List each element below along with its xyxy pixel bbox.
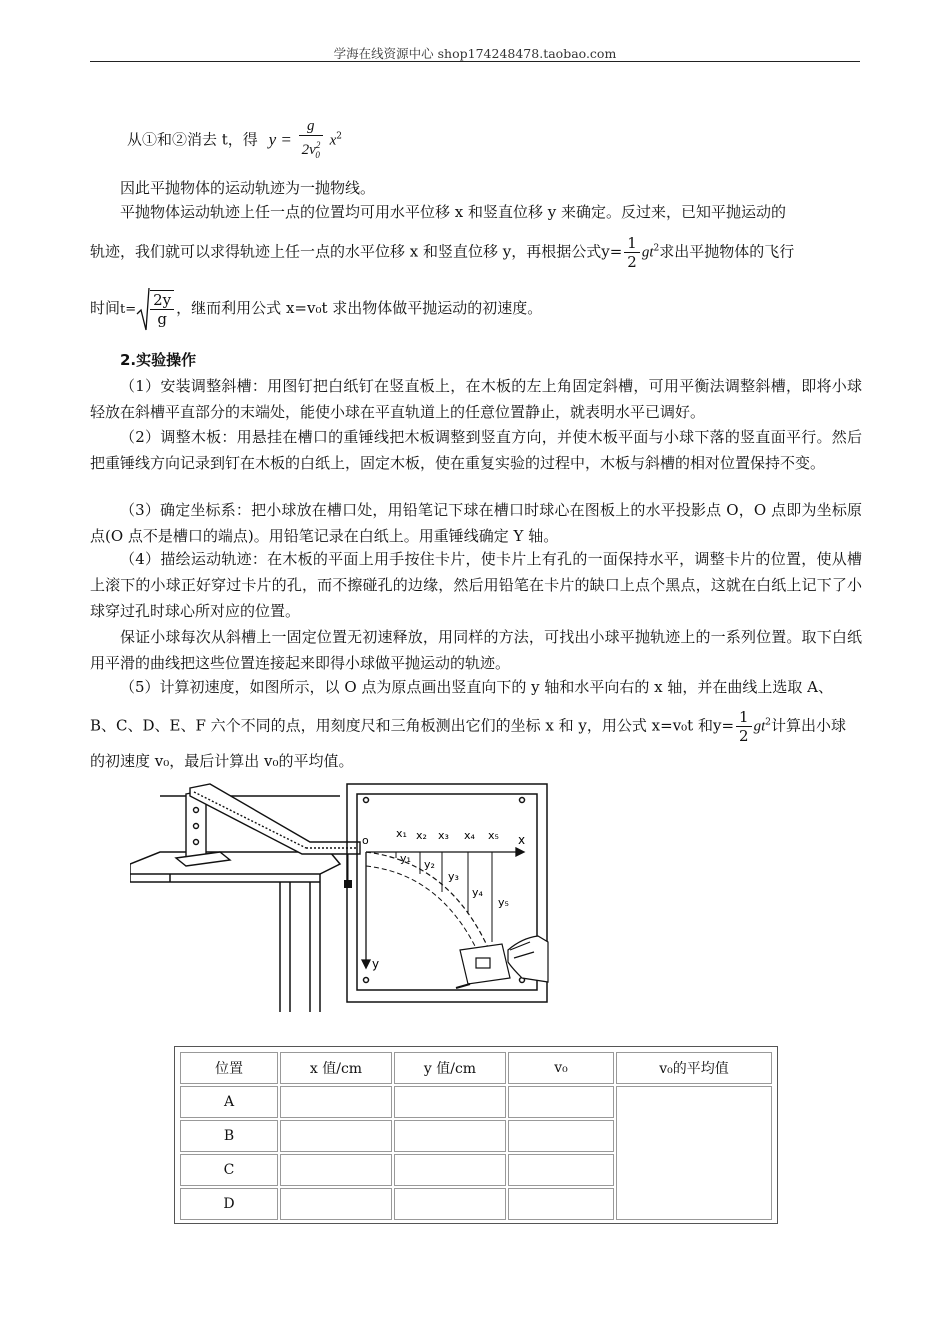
paragraph-parabola: 因此平抛物体的运动轨迹为一抛物线。 [120,179,376,197]
x1-label: x₁ [396,827,407,840]
header-position: 位置 [180,1052,278,1084]
y3-label: y₃ [448,870,459,883]
formula-fraction [299,117,323,164]
cell-v0 [508,1120,614,1152]
paragraph-position-line2 [90,234,794,271]
fraction-numerator: g [299,117,323,136]
data-table-frame [174,1046,778,1224]
cell-y [394,1154,506,1186]
sqrt-den: g [157,310,167,328]
header-v0: v₀ [508,1052,614,1084]
den-sub: 0 [315,150,320,160]
step-3: （3）确定坐标系：把小球放在槽口处，用铅笔记下球在槽口时球心在图板上的水平投影点 O，O 点即为坐标原点(O 点不是槽口的端点)。用铅笔记录在白纸上。用重锤线确定 Y 轴。 [90,501,862,545]
s5-den: 2 [739,727,749,745]
cell-v0 [508,1188,614,1220]
paragraph-time [90,290,542,328]
step-4: （4）描绘运动轨迹：在木板的平面上用手按住卡片，使卡片上有孔的一面保持水平，调整卡片的位置，使从槽上滚下的小球正好穿过卡片的孔，而不擦碰孔的边缘，然后用铅笔在卡片的缺口上点个黑点，这就在白纸上记下了小球穿过孔时球心所对应的位置。 [90,550,862,620]
p3-text-a: 时间 [90,299,121,317]
cell-x [280,1188,392,1220]
x5-label: x₅ [488,829,499,842]
cell-x [280,1086,392,1118]
paragraph-position-line1: 平抛物体运动轨迹上任一点的位置均可用水平位移 x 和竖直位移 y 来确定。反过来，已知平抛运动的 [120,203,787,221]
step-2: （2）调整木板：用悬挂在槽口的重锤线把木板调整到竖直方向，并使木板平面与小球下落的竖直面平行。然后把重锤线方向记录到钉在木板的白纸上，固定木板，使在重复实验的过程中，木板与斜槽的相对位置保持不变。 [90,428,862,472]
x-axis-label: x [518,833,526,847]
step-5-line2 [90,708,846,745]
derivation-line [127,117,342,164]
y-axis-label: y [372,957,380,971]
x3-label: x₃ [438,829,449,842]
plumb-bob [344,880,352,888]
cell-y [394,1188,506,1220]
sqrt-num: 2y [150,291,174,310]
s5-fraction [736,708,752,745]
sqrt-expression [136,290,176,328]
x2-label: x₂ [416,829,427,842]
header-v0-average: v₀的平均值 [616,1052,772,1084]
s5-formula-y: y= [712,716,735,735]
x-sup: 2 [336,131,342,142]
step-5-line1: （5）计算初速度，如图所示，以 O 点为原点画出竖直向下的 y 轴和水平向右的 x 轴，并在曲线上选取 A、 [120,678,833,696]
y2-label: y₂ [424,858,435,871]
p2-num: 1 [624,234,640,253]
step-1: （1）安装调整斜槽：用图钉把白纸钉在竖直板上，在木板的左上角固定斜槽，可用平衡法调整斜槽，即将小球轻放在斜槽平直部分的末端处，能使小球在平直轨道上的任意位置静止，就表明水平已调好。 [90,377,862,421]
cell-v0 [508,1086,614,1118]
p2-fraction [624,234,640,271]
origin-label: o [362,834,369,847]
step-4b: 保证小球每次从斜槽上一固定位置无初速释放，用同样的方法，可找出小球平抛轨迹上的一系列位置。取下白纸用平滑的曲线把这些位置连接起来即得小球做平抛运动的轨迹。 [90,628,862,672]
table-header-row [180,1052,772,1084]
p2-text-a: 轨迹，我们就可以求得轨迹上任一点的水平位移 x 和竖直位移 y，再根据公式 [90,242,602,261]
p2-text-c: 求出平抛物体的飞行 [659,242,795,261]
y4-label: y₄ [472,886,483,899]
section-title: 2.实验操作 [120,351,197,369]
den-sup: 2 [315,140,321,150]
x4-label: x₄ [464,829,475,842]
apparatus-figure [130,782,570,1012]
inclined-chute [190,784,360,854]
cell-x [280,1120,392,1152]
header-y: y 值/cm [394,1052,506,1084]
s5-num: 1 [736,708,752,727]
header-rule [90,61,860,62]
den-2v: 2v [301,142,316,158]
s5-text-b: B、C、D、E、F 六个不同的点，用刻度尺和三角板测出它们的坐标 x 和 y，用公式 x=v₀t 和 [90,716,713,735]
cell-v0 [508,1154,614,1186]
fraction-denominator [299,136,323,164]
sqrt-sign [136,288,150,332]
header-x: x 值/cm [280,1052,392,1084]
data-table [178,1050,774,1222]
formula-y: y = [268,129,292,149]
trajectory-curve-2 [366,866,478,952]
derivation-lead: 从①和②消去 t，得 [127,130,258,149]
p3-t: t= [120,302,137,317]
p2-den: 2 [627,253,637,271]
p2-sup: 2 [653,243,660,254]
cell-v0-average [616,1086,772,1220]
row-label: A [180,1086,278,1118]
sqrt-fraction [150,290,174,328]
cell-x [280,1154,392,1186]
step-5-line3: 的初速度 v₀，最后计算出 v₀的平均值。 [90,752,354,770]
y5-label: y₅ [498,896,509,909]
y1-label: y₁ [400,852,411,865]
row-label: B [180,1120,278,1152]
cell-y [394,1120,506,1152]
row-label: C [180,1154,278,1186]
table-row [180,1086,772,1118]
s5-sup: 2 [765,717,771,728]
bench [130,796,340,1012]
cell-y [394,1086,506,1118]
hand-with-card [456,936,548,988]
s5-text-c: 计算出小球 [770,716,846,735]
formula-x: x [329,132,337,149]
p2-formula-y: y= [601,242,623,261]
p3-text-b: ，继而利用公式 x=v₀t 求出物体做平抛运动的初速度。 [176,299,543,317]
s5-gt: gt [753,718,766,735]
row-label: D [180,1188,278,1220]
p2-gt: gt [641,244,654,261]
page-header: 学海在线资源中心 shop174248478.taobao.com [333,46,617,61]
